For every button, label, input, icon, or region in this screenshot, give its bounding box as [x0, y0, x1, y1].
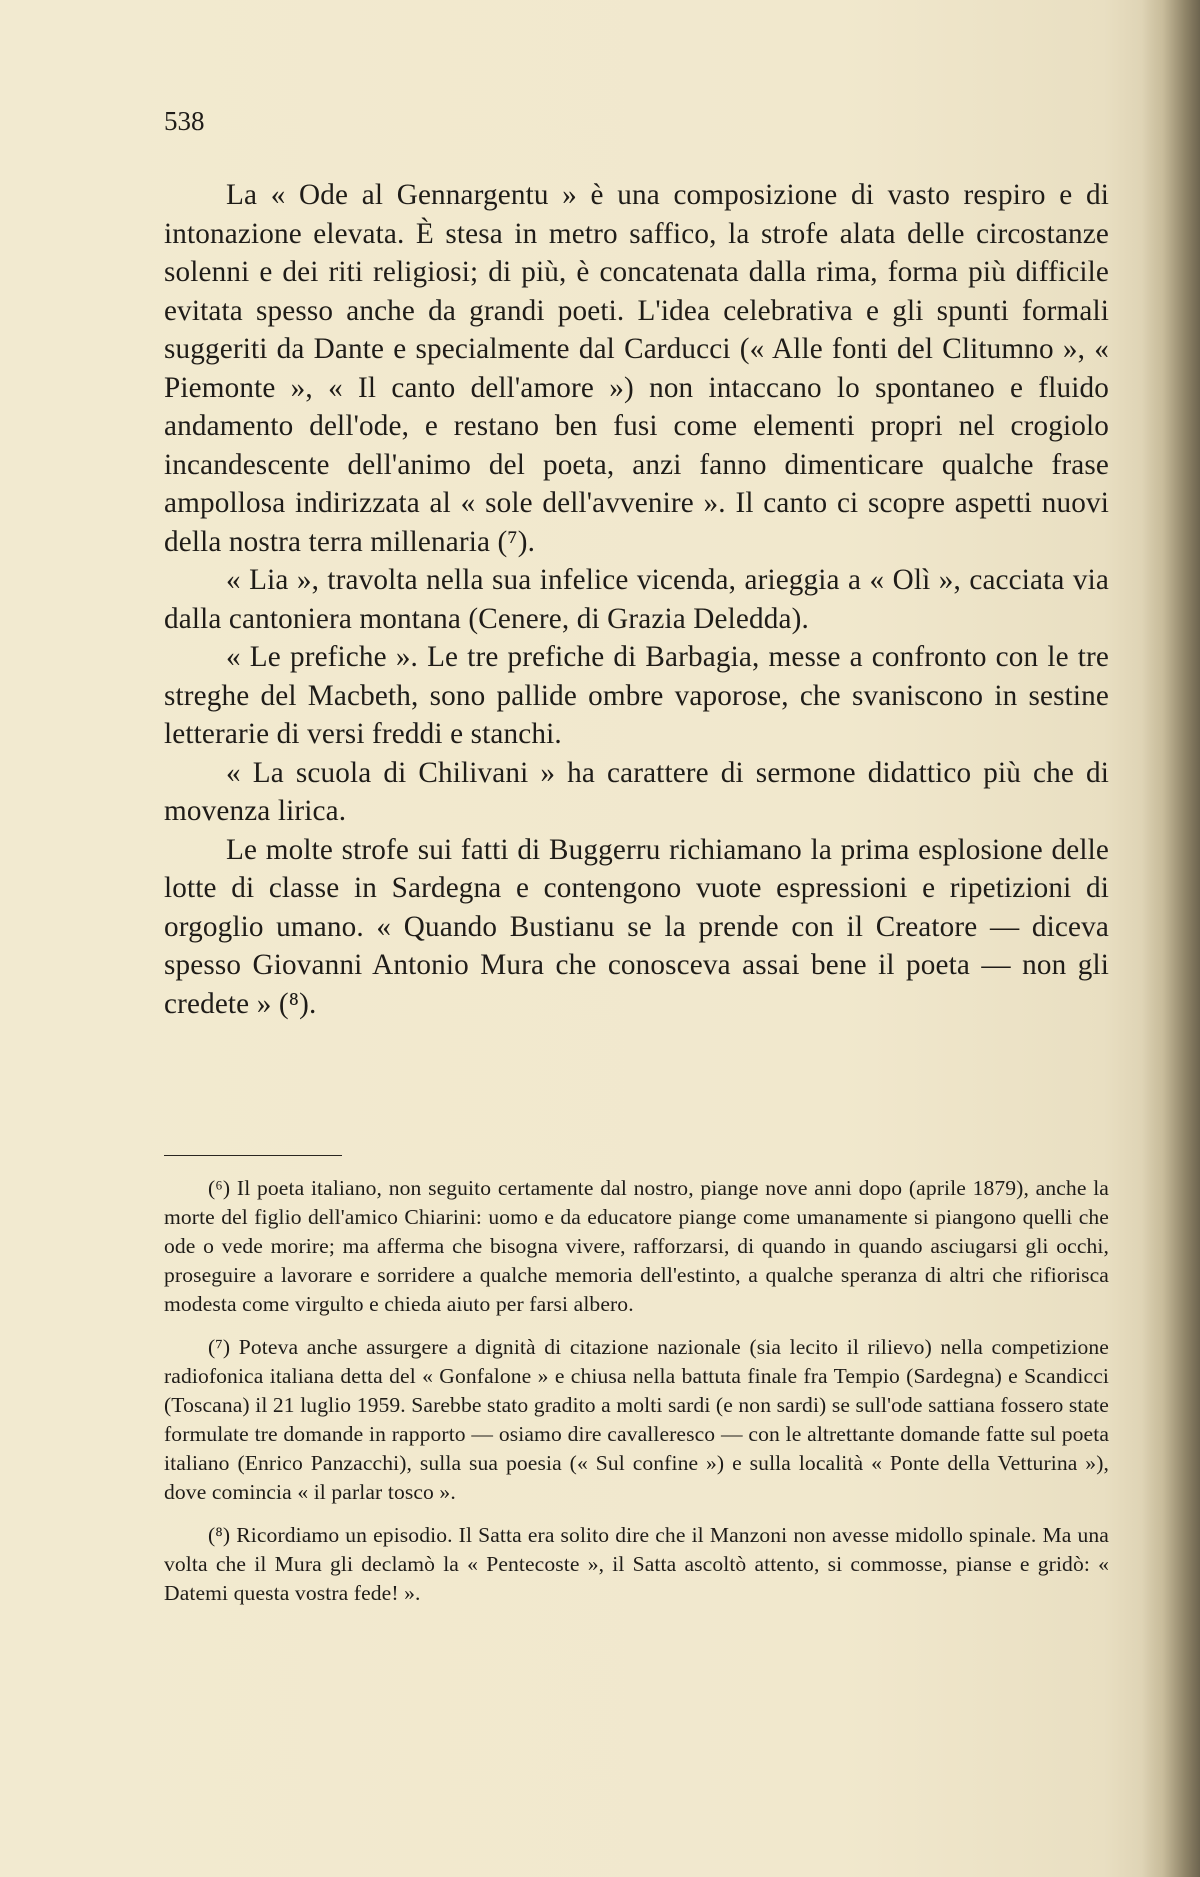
paragraph-scuola-chilivani: « La scuola di Chilivani » ha carattere di sermone didattico più che di movenza lirica. [164, 756, 1109, 827]
footnote-separator [164, 1155, 342, 1156]
main-text [164, 176, 1109, 1023]
paragraph-prefiche: « Le prefiche ». Le tre prefiche di Barbagia, messe a confronto con le tre streghe del Macbeth, sono pallide ombre vaporose, che svaniscono in sestine letterarie di versi freddi e stanchi. [164, 641, 1109, 750]
paragraph-lia: « Lia », travolta nella sua infelice vicenda, arieggia a « Olì », cacciata via dalla cantoniera montana (Cenere, di Grazia Deledda). [164, 564, 1109, 635]
footnote-8: (⁸) Ricordiamo un episodio. Il Satta era solito dire che il Manzoni non avesse midollo spinale. Ma una volta che il Mura gli declamò la « Pentecoste », il Satta ascoltò attento, si commosse, pianse e gridò: « Datemi questa vostra fede! ». [164, 1523, 1109, 1605]
paragraph-ode-gennargentu: La « Ode al Gennargentu » è una composizione di vasto respiro e di intonazione elevata. È stesa in metro saffico, la strofe alata delle circostanze solenni e dei riti religiosi; di più, è concatenata dalla rima, forma più difficile evitata spesso anche da grandi poeti. L'idea celebrativa e gli spunti formali suggeriti da Dante e specialmente dal Carducci (« Alle fonti del Clitumno », « Piemonte », « Il canto dell'amore ») non intaccano lo spontaneo e fluido andamento dell'ode, e restano ben fusi come elementi propri nel crogiolo incandescente dell'animo del poeta, anzi fanno dimenticare qualche frase ampollosa indirizzata al « sole dell'avvenire ». Il canto ci scopre aspetti nuovi della nostra terra millenaria (⁷). [164, 179, 1109, 558]
footnotes [164, 1174, 1109, 1622]
page-number: 538 [164, 106, 205, 136]
footnote-7: (⁷) Poteva anche assurgere a dignità di citazione nazionale (sia lecito il rilievo) nella competizione radiofonica italiana detta del « Gonfalone » e chiusa nella battuta finale fra Tempio (Sardegna) e Scandicci (Toscana) il 21 luglio 1959. Sarebbe stato gradito a molti sardi (e non sardi) se sull'ode sattiana fossero state formulate tre domande in rapporto — osiamo dire cavalleresco — con le altrettante domande fatte sul poeta italiano (Enrico Panzacchi), sulla sua poesia (« Sul confine ») e sulla località « Ponte della Vetturina »), dove comincia « il parlar tosco ». [164, 1335, 1109, 1504]
paragraph-buggerru: Le molte strofe sui fatti di Buggerru richiamano la prima esplosione delle lotte di classe in Sardegna e contengono vuote espressioni e ripetizioni di orgoglio umano. « Quando Bustianu se la prende con il Creatore — diceva spesso Giovanni Antonio Mura che conosceva assai bene il poeta — non gli credete » (⁸). [164, 833, 1109, 1020]
page-edge-shadow [1142, 0, 1200, 1877]
footnote-6: (⁶) Il poeta italiano, non seguito certamente dal nostro, piange nove anni dopo (aprile 1879), anche la morte del figlio dell'amico Chiarini: uomo e da educatore piange come umanamente si piangono quelli che ode o vede morire; ma afferma che bisogna vivere, rafforzarsi, di quando in quando asciugarsi gli occhi, proseguire a lavorare e sorridere a qualche memoria dell'estinto, a qualche speranza di altri che rifiorisca modesta come virgulto e chieda aiuto per farsi albero. [164, 1176, 1109, 1316]
